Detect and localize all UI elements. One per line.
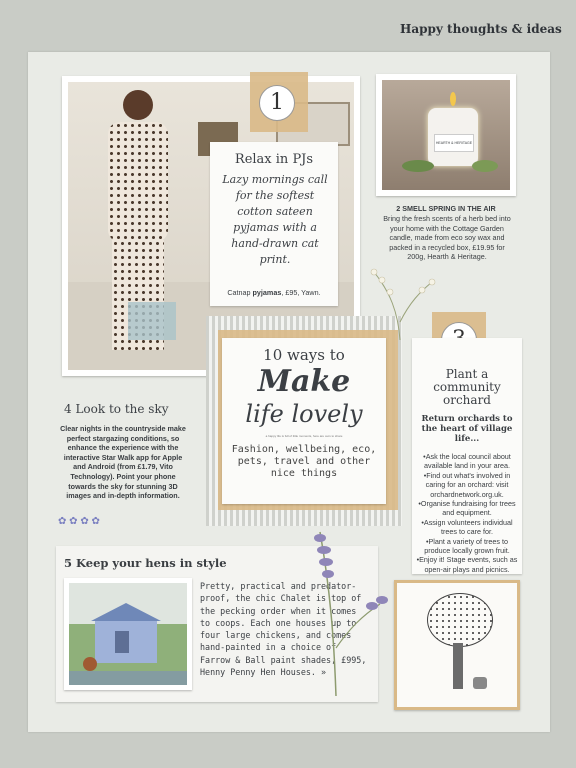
flower-sprig: ✿ ✿ ✿ ✿ bbox=[58, 516, 100, 527]
page-header: Happy thoughts & ideas bbox=[400, 22, 562, 36]
orchard-list bbox=[416, 452, 518, 574]
list-item: • Ask the local council about available land in your area. bbox=[416, 452, 518, 471]
candle-label: HEARTH & HERITAGE bbox=[434, 134, 474, 152]
list-item: • Organise fundraising for trees and equipment. bbox=[416, 499, 518, 518]
lavender-icon bbox=[300, 528, 396, 698]
list-item: • Assign volunteers individual trees to care for. bbox=[416, 518, 518, 537]
gypsophila-sprig bbox=[360, 262, 440, 342]
list-item: • Enjoy it! Stage events, such as open-air plays and picnics. bbox=[416, 555, 518, 574]
lavender-sprig bbox=[300, 528, 396, 698]
pyjamas-text: Lazy mornings call for the softest cotton sateen pyjamas with a hand-drawn cat print. bbox=[222, 173, 328, 266]
number-badge: 1 bbox=[259, 85, 295, 121]
orchard-subtitle: Return orchards to the heart of village life... bbox=[421, 414, 513, 444]
candle-title: 2 SMELL SPRING IN THE AIR bbox=[396, 204, 496, 213]
feature-line2: Make bbox=[257, 364, 351, 399]
flower-icon bbox=[360, 262, 440, 342]
orchard-card bbox=[412, 338, 522, 574]
feature-card bbox=[222, 338, 386, 504]
coop-photo bbox=[64, 578, 192, 690]
hens-text: Pretty, practical and predator-proof, the chic Chalet is top of the pecking order when it comes to coops. Each one houses up to four large chickens, and comes hand-painted in a choice of Farrow & Ball paint shades, £995, Henny Penny Hen Houses. » bbox=[200, 581, 367, 678]
list-item: • Find out what's involved in caring for an orchard: visit orchardnetwork.org.uk. bbox=[416, 471, 518, 499]
feature-line1: 10 ways to bbox=[263, 346, 345, 364]
candle-photo bbox=[376, 74, 516, 196]
feature-tiny: a happy life is full of little moments, here are ours to share bbox=[265, 434, 343, 438]
candle-text: Bring the fresh scents of a herb bed into your home with the Cottage Garden candle, made from eco soy wax and packed in a recycled box, £19.95 for 200g, Hearth & Heritage. bbox=[383, 214, 511, 261]
tree-illustration bbox=[394, 580, 520, 710]
orchard-title: Plant a community orchard bbox=[433, 367, 501, 407]
pyjamas-title: Relax in PJs bbox=[234, 152, 314, 167]
feature-subtitle: Fashion, wellbeing, eco, pets, travel and other nice things bbox=[231, 444, 377, 479]
sky-title: 4 Look to the sky bbox=[64, 402, 169, 416]
pyjamas-credit: Catnap pyjamas, £95, Yawn. bbox=[227, 288, 321, 297]
sky-text: Clear nights in the countryside make perfect stargazing conditions, so enhance the experience with the interactive Star Walk app for Apple and Android (from £1.79, Vito Technology). Point your phone towards the sky for stunning 3D images and in-depth information. bbox=[60, 424, 186, 501]
list-item: • Plant a variety of trees to produce locally grown fruit. bbox=[416, 537, 518, 556]
pyjamas-card bbox=[210, 142, 338, 306]
feature-line3: life lovely bbox=[245, 400, 363, 428]
hens-title: 5 Keep your hens in style bbox=[64, 556, 227, 570]
